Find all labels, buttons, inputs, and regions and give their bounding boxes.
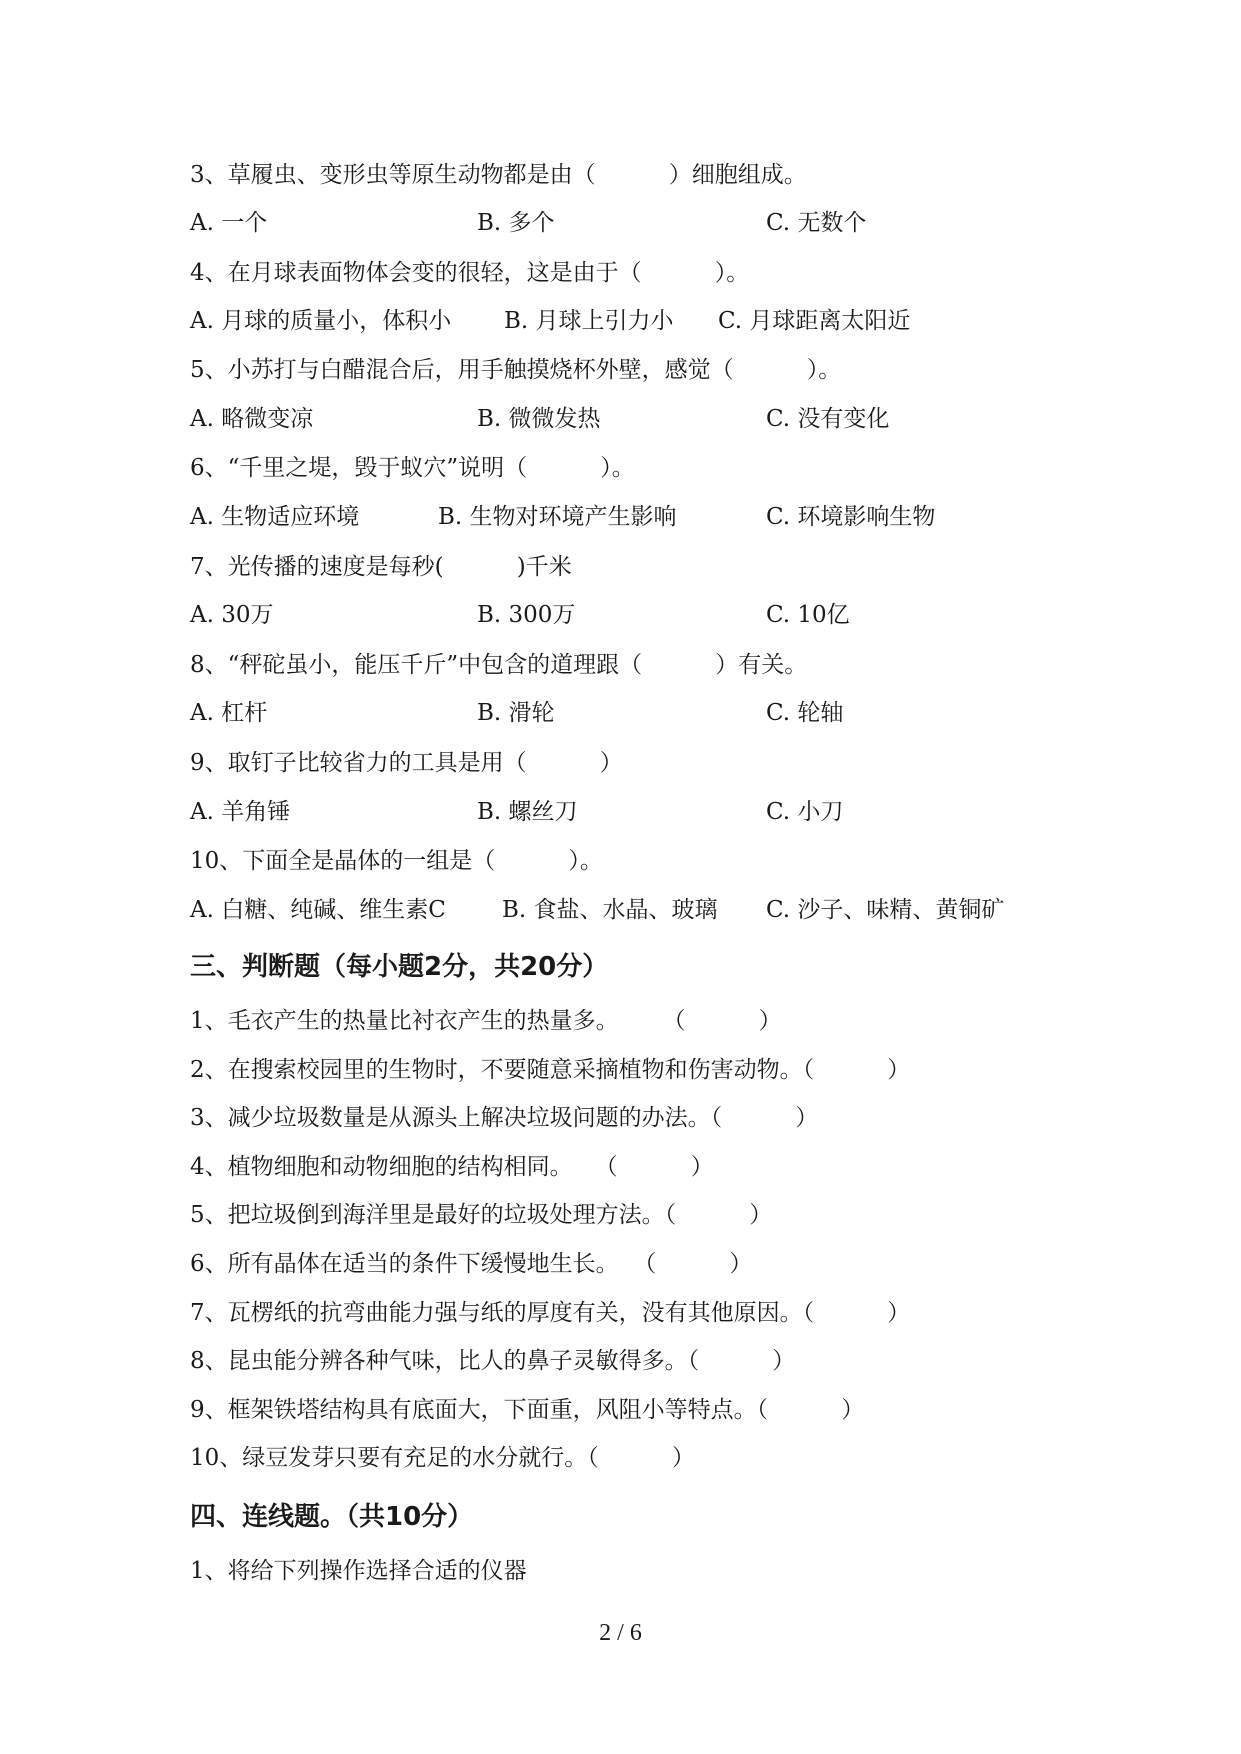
option-b: B. 螺丝刀: [477, 799, 578, 825]
option-c: C. 沙子、味精、黄铜矿: [766, 897, 1005, 923]
judgement-item: 2、在搜索校园里的生物时，不要随意采摘植物和伤害动物。（ ）: [190, 1057, 911, 1083]
option-b: B. 300万: [477, 602, 576, 628]
judgement-item: 9、框架铁塔结构具有底面大，下面重，风阻小等特点。（ ）: [190, 1397, 865, 1423]
judgement-item: 10、绿豆发芽只要有充足的水分就行。（ ）: [190, 1445, 695, 1471]
question-text: 7、光传播的速度是每秒( )千米: [190, 554, 572, 580]
option-b: B. 多个: [477, 210, 555, 236]
judgement-item: 3、减少垃圾数量是从源头上解决垃圾问题的办法。（ ）: [190, 1105, 819, 1131]
option-b: B. 生物对环境产生影响: [438, 504, 677, 530]
option-c: C. 月球距离太阳近: [718, 308, 911, 334]
option-b: B. 微微发热: [477, 406, 601, 432]
option-c: C. 小刀: [766, 799, 844, 825]
question-text: 9、取钉子比较省力的工具是用（ ）: [190, 750, 623, 776]
option-a: A. 30万: [190, 602, 274, 628]
option-c: C. 没有变化: [766, 406, 890, 432]
judgement-item: 4、植物细胞和动物细胞的结构相同。 （ ）: [190, 1154, 714, 1180]
option-c: C. 轮轴: [766, 700, 844, 726]
question-text: 8、“秤砣虽小，能压千斤”中包含的道理跟（ ）有关。: [190, 652, 808, 678]
page-number: 2 / 6: [599, 1620, 642, 1646]
section-heading-judgement: 三、判断题（每小题2分，共20分）: [190, 952, 609, 982]
option-a: A. 月球的质量小，体积小: [190, 308, 452, 334]
option-a: A. 白糖、纯碱、维生素C: [190, 897, 446, 923]
question-text: 6、“千里之堤，毁于蚁穴”说明（ ）。: [190, 455, 635, 481]
judgement-item: 1、毛衣产生的热量比衬衣产生的热量多。 （ ）: [190, 1008, 782, 1034]
question-text: 3、草履虫、变形虫等原生动物都是由（ ）细胞组成。: [190, 162, 807, 188]
option-a: A. 一个: [190, 210, 268, 236]
option-b: B. 滑轮: [477, 700, 555, 726]
matching-item: 1、将给下列操作选择合适的仪器: [190, 1558, 527, 1584]
option-c: C. 环境影响生物: [766, 504, 936, 530]
judgement-item: 7、瓦楞纸的抗弯曲能力强与纸的厚度有关，没有其他原因。（ ）: [190, 1300, 911, 1326]
question-text: 5、小苏打与白醋混合后，用手触摸烧杯外壁，感觉（ ）。: [190, 357, 842, 383]
question-text: 10、下面全是晶体的一组是（ ）。: [190, 848, 603, 874]
option-a: A. 略微变凉: [190, 406, 314, 432]
section-heading-matching: 四、连线题。（共10分）: [190, 1502, 474, 1532]
option-c: C. 无数个: [766, 210, 867, 236]
option-c: C. 10亿: [766, 602, 850, 628]
option-a: A. 生物适应环境: [190, 504, 360, 530]
judgement-item: 8、昆虫能分辨各种气味，比人的鼻子灵敏得多。（ ）: [190, 1348, 796, 1374]
judgement-item: 6、所有晶体在适当的条件下缓慢地生长。 （ ）: [190, 1251, 753, 1277]
judgement-item: 5、把垃圾倒到海洋里是最好的垃圾处理方法。（ ）: [190, 1202, 773, 1228]
option-a: A. 羊角锤: [190, 799, 291, 825]
question-text: 4、在月球表面物体会变的很轻，这是由于（ ）。: [190, 260, 750, 286]
option-a: A. 杠杆: [190, 700, 268, 726]
option-b: B. 月球上引力小: [504, 308, 674, 334]
option-b: B. 食盐、水晶、玻璃: [502, 897, 718, 923]
